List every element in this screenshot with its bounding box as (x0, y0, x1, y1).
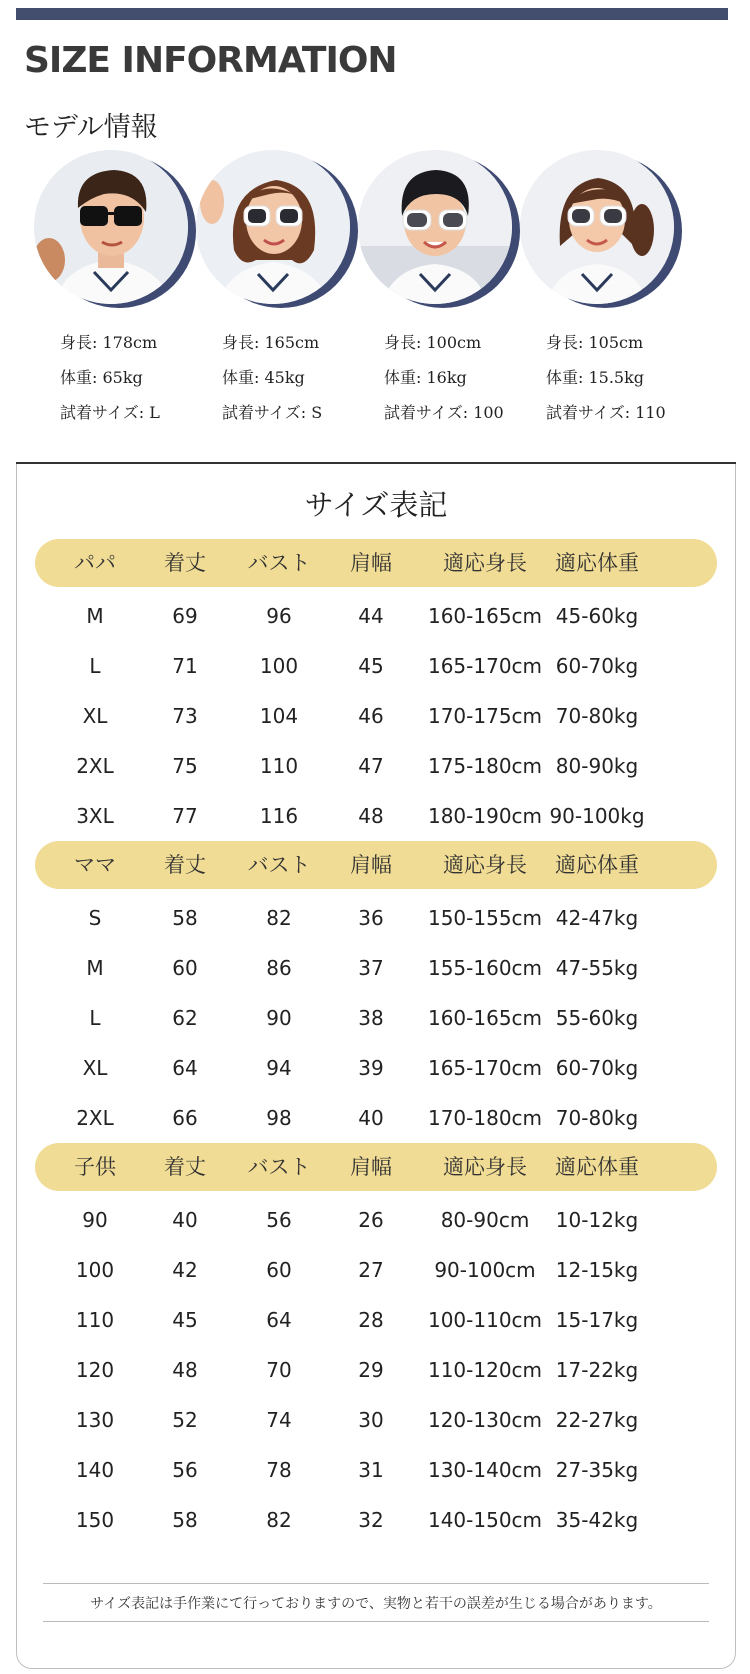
table-cell: L (89, 1006, 101, 1030)
table-cell: 45 (172, 1308, 198, 1332)
note-divider-top (43, 1583, 709, 1584)
header-cell: 肩幅 (350, 1155, 392, 1179)
table-cell: 170-175cm (427, 704, 543, 728)
table-cell: 46 (358, 704, 384, 728)
model-height: 身長: 178cm (60, 333, 158, 352)
header-cell: バスト (247, 853, 311, 877)
girl-photo (520, 150, 674, 304)
header-cell: パパ (74, 551, 116, 575)
model-weight: 体重: 16kg (384, 368, 467, 387)
table-cell: 55-60kg (555, 1006, 639, 1030)
table-cell: 150 (75, 1508, 115, 1532)
table-cell: S (88, 906, 102, 930)
table-cell: 96 (266, 604, 292, 628)
header-cell: 適応身長 (443, 853, 527, 877)
table-cell: 175-180cm (427, 754, 543, 778)
table-cell: 64 (266, 1308, 292, 1332)
table-row (35, 1195, 717, 1245)
table-row (35, 1495, 717, 1545)
table-cell: 70 (266, 1358, 292, 1382)
table-cell: M (86, 956, 104, 980)
model-list (0, 150, 750, 440)
table-cell: 155-160cm (427, 956, 543, 980)
table-cell: 73 (172, 704, 198, 728)
table-cell: 39 (358, 1056, 384, 1080)
table-cell: 40 (172, 1208, 198, 1232)
table-cell: 82 (266, 906, 292, 930)
table-cell: 32 (358, 1508, 384, 1532)
table-cell: 110 (259, 754, 299, 778)
table-cell: 29 (358, 1358, 384, 1382)
table-cell: 66 (172, 1106, 198, 1130)
top-accent-bar (16, 8, 728, 20)
table-row (35, 1295, 717, 1345)
table-cell: 35-42kg (555, 1508, 639, 1532)
page-title: SIZE INFORMATION (24, 40, 397, 81)
size-group-mama (35, 841, 717, 1143)
table-cell: 130-140cm (427, 1458, 543, 1482)
model-weight: 体重: 15.5kg (546, 368, 645, 387)
table-cell: 100 (75, 1258, 115, 1282)
table-cell: 62 (172, 1006, 198, 1030)
table-row (35, 943, 717, 993)
table-cell: 37 (358, 956, 384, 980)
table-row (35, 791, 717, 841)
father-photo (34, 150, 188, 304)
header-cell: 子供 (74, 1155, 116, 1179)
table-cell: 140-150cm (427, 1508, 543, 1532)
size-table-header (35, 841, 717, 889)
table-cell: 58 (172, 906, 198, 930)
table-cell: M (86, 604, 104, 628)
model-card-boy (358, 150, 533, 422)
model-card-girl (520, 150, 695, 422)
table-cell: 69 (172, 604, 198, 628)
table-cell: 44 (358, 604, 384, 628)
table-cell: 116 (259, 804, 299, 828)
table-cell: 77 (172, 804, 198, 828)
table-row (35, 1043, 717, 1093)
table-cell: 27-35kg (555, 1458, 639, 1482)
model-height: 身長: 165cm (222, 333, 320, 352)
table-cell: 90-100cm (434, 1258, 536, 1282)
table-cell: 36 (358, 906, 384, 930)
table-cell: XL (82, 1056, 108, 1080)
table-cell: 94 (266, 1056, 292, 1080)
table-cell: 47 (358, 754, 384, 778)
table-row (35, 591, 717, 641)
table-cell: 22-27kg (555, 1408, 639, 1432)
table-cell: 98 (266, 1106, 292, 1130)
table-cell: 165-170cm (427, 1056, 543, 1080)
table-cell: 70-80kg (555, 704, 639, 728)
table-cell: 56 (172, 1458, 198, 1482)
table-row (35, 741, 717, 791)
table-cell: 86 (266, 956, 292, 980)
table-cell: 100-110cm (427, 1308, 543, 1332)
model-card-mother (196, 150, 371, 422)
table-cell: 90-100kg (549, 804, 645, 828)
model-height: 身長: 105cm (546, 333, 644, 352)
header-cell: バスト (247, 1155, 311, 1179)
header-cell: 肩幅 (350, 551, 392, 575)
size-table-header (35, 539, 717, 587)
table-cell: 110 (75, 1308, 115, 1332)
table-cell: 60-70kg (555, 1056, 639, 1080)
table-cell: 70-80kg (555, 1106, 639, 1130)
table-cell: 80-90cm (440, 1208, 530, 1232)
table-row (35, 1093, 717, 1143)
model-size: 試着サイズ: 100 (384, 403, 504, 422)
table-cell: 120-130cm (427, 1408, 543, 1432)
table-cell: 74 (266, 1408, 292, 1432)
table-row (35, 691, 717, 741)
table-cell: 52 (172, 1408, 198, 1432)
table-cell: 90 (82, 1208, 108, 1232)
size-group-kids (35, 1143, 717, 1545)
header-cell: 着丈 (164, 551, 206, 575)
table-row (35, 993, 717, 1043)
table-cell: 42 (172, 1258, 198, 1282)
model-weight: 体重: 65kg (60, 368, 143, 387)
header-cell: バスト (247, 551, 311, 575)
table-cell: 27 (358, 1258, 384, 1282)
table-cell: 130 (75, 1408, 115, 1432)
model-size: 試着サイズ: S (222, 403, 323, 422)
table-row (35, 893, 717, 943)
header-cell: 肩幅 (350, 853, 392, 877)
table-cell: 90 (266, 1006, 292, 1030)
table-cell: 3XL (76, 804, 114, 828)
table-cell: 48 (358, 804, 384, 828)
model-size: 試着サイズ: L (60, 403, 160, 422)
table-cell: 80-90kg (555, 754, 639, 778)
table-cell: 56 (266, 1208, 292, 1232)
header-cell: 適応体重 (555, 1155, 639, 1179)
size-group-papa (35, 539, 717, 841)
table-cell: L (89, 654, 101, 678)
table-cell: 10-12kg (555, 1208, 639, 1232)
header-cell: ママ (74, 853, 116, 877)
table-cell: 2XL (76, 754, 114, 778)
size-table-title: サイズ表記 (304, 488, 448, 522)
table-cell: 71 (172, 654, 198, 678)
table-cell: 48 (172, 1358, 198, 1382)
mother-photo (196, 150, 350, 304)
table-cell: 110-120cm (427, 1358, 543, 1382)
table-row (35, 1445, 717, 1495)
table-cell: 31 (358, 1458, 384, 1482)
table-row (35, 1345, 717, 1395)
header-cell: 適応体重 (555, 551, 639, 575)
table-cell: 47-55kg (555, 956, 639, 980)
table-cell: 75 (172, 754, 198, 778)
header-cell: 着丈 (164, 853, 206, 877)
table-cell: 40 (358, 1106, 384, 1130)
size-disclaimer: サイズ表記は手作業にて行っておりますので、実物と若干の誤差が生じる場合があります。 (90, 1596, 662, 1612)
table-cell: 42-47kg (555, 906, 639, 930)
table-cell: 120 (75, 1358, 115, 1382)
header-cell: 着丈 (164, 1155, 206, 1179)
boy-photo (358, 150, 512, 304)
table-cell: 64 (172, 1056, 198, 1080)
table-cell: 78 (266, 1458, 292, 1482)
table-cell: 58 (172, 1508, 198, 1532)
model-weight: 体重: 45kg (222, 368, 305, 387)
table-cell: 60 (172, 956, 198, 980)
table-row (35, 641, 717, 691)
table-cell: 160-165cm (427, 1006, 543, 1030)
table-cell: 140 (75, 1458, 115, 1482)
table-cell: 12-15kg (555, 1258, 639, 1282)
table-cell: 60-70kg (555, 654, 639, 678)
table-cell: 45 (358, 654, 384, 678)
model-height: 身長: 100cm (384, 333, 482, 352)
header-cell: 適応身長 (443, 551, 527, 575)
model-size: 試着サイズ: 110 (546, 403, 666, 422)
model-info-heading: モデル情報 (24, 112, 158, 143)
size-table-card (16, 462, 736, 1669)
table-cell: 38 (358, 1006, 384, 1030)
table-cell: 28 (358, 1308, 384, 1332)
header-cell: 適応体重 (555, 853, 639, 877)
table-row (35, 1395, 717, 1445)
table-cell: 160-165cm (427, 604, 543, 628)
table-cell: XL (82, 704, 108, 728)
table-cell: 15-17kg (555, 1308, 639, 1332)
table-row (35, 1245, 717, 1295)
header-cell: 適応身長 (443, 1155, 527, 1179)
table-cell: 60 (266, 1258, 292, 1282)
table-cell: 26 (358, 1208, 384, 1232)
table-cell: 165-170cm (427, 654, 543, 678)
table-cell: 2XL (76, 1106, 114, 1130)
size-table-header (35, 1143, 717, 1191)
note-divider-bottom (43, 1621, 709, 1622)
table-cell: 150-155cm (427, 906, 543, 930)
table-cell: 17-22kg (555, 1358, 639, 1382)
table-cell: 30 (358, 1408, 384, 1432)
table-cell: 100 (259, 654, 299, 678)
table-cell: 170-180cm (427, 1106, 543, 1130)
table-cell: 82 (266, 1508, 292, 1532)
table-cell: 104 (259, 704, 299, 728)
model-card-father (34, 150, 209, 422)
table-cell: 45-60kg (555, 604, 639, 628)
table-cell: 180-190cm (427, 804, 543, 828)
